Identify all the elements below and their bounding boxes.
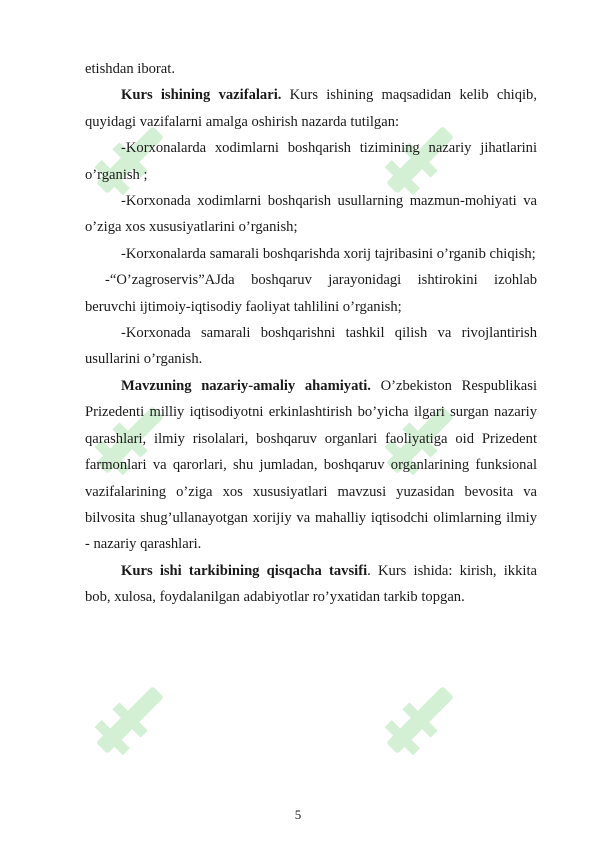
list-item: [85, 241, 537, 267]
paragraph: [85, 373, 537, 558]
paragraph-heading: Kurs ishi tarkibining qisqacha tavsifi: [121, 562, 368, 579]
watermark-logo-icon: [360, 660, 480, 780]
list-item-text: -“O’zagroservis”AJda boshqaruv jarayonidagi ishtirokini izohlab beruvchi ijtimoiy-iqtisodiy faoliyat tahlilini o’rganish;: [85, 272, 537, 315]
watermark-logo-icon: [70, 660, 190, 780]
paragraph: [85, 56, 537, 82]
paragraph-text: Kurs ishining maqsadidan kelib chiqib, quyidagi vazifalarni amalga oshirish nazarda tutilgan:: [85, 87, 537, 130]
paragraph: [85, 558, 537, 611]
list-item: [85, 267, 537, 320]
list-item-text: -Korxonada samarali boshqarishni tashkil qilish va rivojlantirish usullarini o’rganish.: [85, 325, 537, 368]
list-item: [85, 320, 537, 373]
paragraph-text: . Kurs ishida: kirish, ikkita bob, xulosa, foydalanilgan adabiyotlar ro’yxatidan tarkib topgan.: [85, 562, 537, 606]
list-item-text: -Korxonalarda xodimlarni boshqarish tizimining nazariy jihatlarini o’rganish ;: [85, 140, 537, 183]
paragraph-text: O’zbekiston Respublikasi Prizedenti milliy iqtisodiyotni erkinlashtirish bo’yicha ilgari surgan nazariy qarashlari, ilmiy risolalari, boshqaruv organlari faoliyatiga oid Prizedent farmonlari va qarorlari, shu jumladan, boshqaruv organlarining funksional vazifalarining o’ziga xos xususiyatlari mavzusi yuzasidan bevosita va bilvosita shug’ullanayotgan xorijiy va mahalliy iqtisodchi olimlarning ilmiy - nazariy qarashlari.: [85, 377, 537, 553]
page-number: 5: [294, 807, 302, 822]
list-item-text: -Korxonada xodimlarni boshqarish usullarning mazmun-mohiyati va o’ziga xos xususiyatlarini o’rganish;: [85, 193, 537, 236]
paragraph-heading: Kurs ishining vazifalari.: [121, 87, 282, 104]
list-item-text: -Korxonalarda samarali boshqarishda xorij tajribasini o’rganib chiqish;: [121, 245, 536, 262]
paragraph-heading: Mavzuning nazariy-amaliy ahamiyati.: [121, 377, 371, 394]
list-item: [85, 135, 537, 188]
paragraph: [85, 82, 537, 135]
body-text: [85, 56, 537, 611]
paragraph-text: etishdan iborat.: [85, 61, 175, 77]
list-item: [85, 188, 537, 241]
